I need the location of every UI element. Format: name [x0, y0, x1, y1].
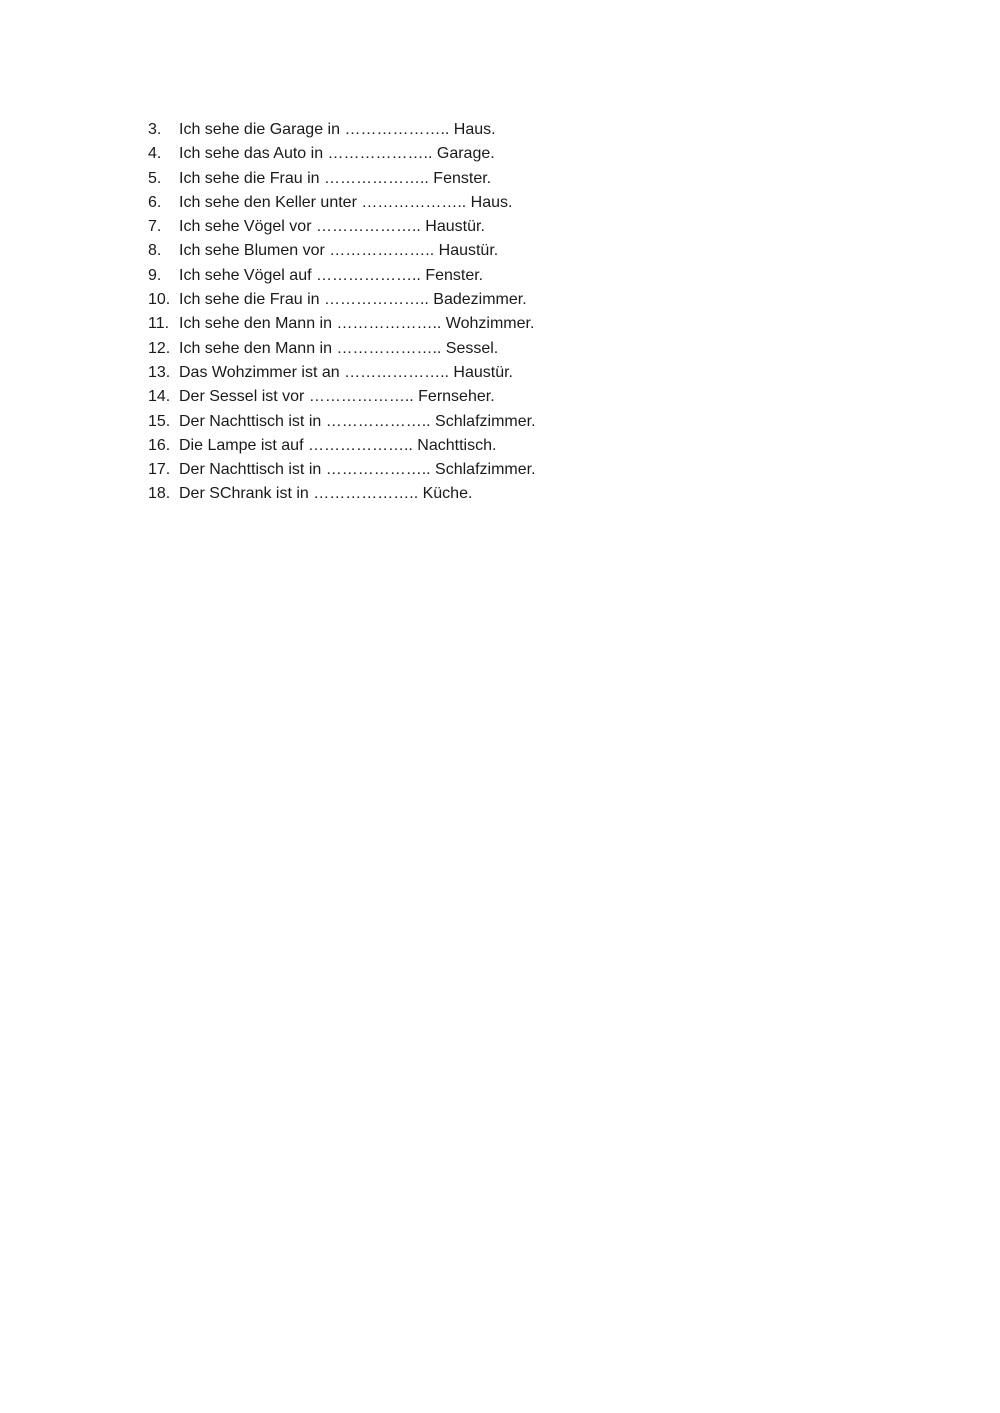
item-number: 14.	[148, 388, 171, 406]
item-text: Ich sehe den Keller unter ……………….. Haus.	[179, 193, 513, 211]
item-number: 4.	[148, 145, 162, 163]
item-text: Ich sehe das Auto in ……………….. Garage.	[179, 145, 495, 163]
item-number: 5.	[148, 169, 162, 187]
exercise-item	[148, 434, 536, 458]
exercise-item	[148, 385, 536, 409]
item-text: Ich sehe den Mann in ……………….. Sessel.	[179, 339, 499, 357]
item-number: 10.	[148, 291, 171, 309]
item-number: 15.	[148, 412, 171, 430]
item-text: Ich sehe Vögel auf ……………….. Fenster.	[179, 266, 484, 284]
item-number: 12.	[148, 339, 171, 357]
item-text: Der Nachttisch ist in ……………….. Schlafzimmer.	[179, 461, 536, 479]
item-text: Ich sehe die Frau in ……………….. Fenster.	[179, 169, 492, 187]
exercise-item	[148, 239, 536, 263]
item-text: Der Nachttisch ist in ……………….. Schlafzimmer.	[179, 412, 536, 430]
item-number: 7.	[148, 218, 162, 236]
item-number: 11.	[148, 315, 170, 333]
exercise-item	[148, 337, 536, 361]
item-text: Ich sehe die Garage in ……………….. Haus.	[179, 121, 496, 138]
exercise-item	[148, 458, 536, 482]
item-text: Ich sehe den Mann in ……………….. Wohzimmer.	[179, 315, 535, 333]
exercise-list	[148, 118, 536, 507]
exercise-item	[148, 142, 536, 166]
item-text: Ich sehe Blumen vor ……………….. Haustür.	[179, 242, 499, 260]
item-text: Ich sehe Vögel vor ……………….. Haustür.	[179, 218, 485, 236]
exercise-item	[148, 264, 536, 288]
item-number: 16.	[148, 436, 171, 454]
item-number: 9.	[148, 266, 162, 284]
item-number: 3.	[148, 121, 162, 138]
exercise-item	[148, 482, 536, 506]
item-text: Der SChrank ist in ……………….. Küche.	[179, 485, 473, 503]
item-number: 17.	[148, 461, 171, 479]
item-text: Der Sessel ist vor ……………….. Fernseher.	[179, 388, 495, 406]
exercise-item	[148, 167, 536, 191]
item-text: Die Lampe ist auf ……………….. Nachttisch.	[179, 436, 497, 454]
exercise-item	[148, 118, 536, 142]
exercise-item	[148, 191, 536, 215]
exercise-item	[148, 361, 536, 385]
item-number: 13.	[148, 363, 171, 381]
exercise-item	[148, 215, 536, 239]
item-number: 8.	[148, 242, 162, 260]
exercise-item	[148, 410, 536, 434]
item-text: Das Wohzimmer ist an ……………….. Haustür.	[179, 363, 513, 381]
item-text: Ich sehe die Frau in ……………….. Badezimmer.	[179, 291, 527, 309]
item-number: 6.	[148, 193, 162, 211]
item-number: 18.	[148, 485, 171, 503]
exercise-item	[148, 312, 536, 336]
exercise-item	[148, 288, 536, 312]
